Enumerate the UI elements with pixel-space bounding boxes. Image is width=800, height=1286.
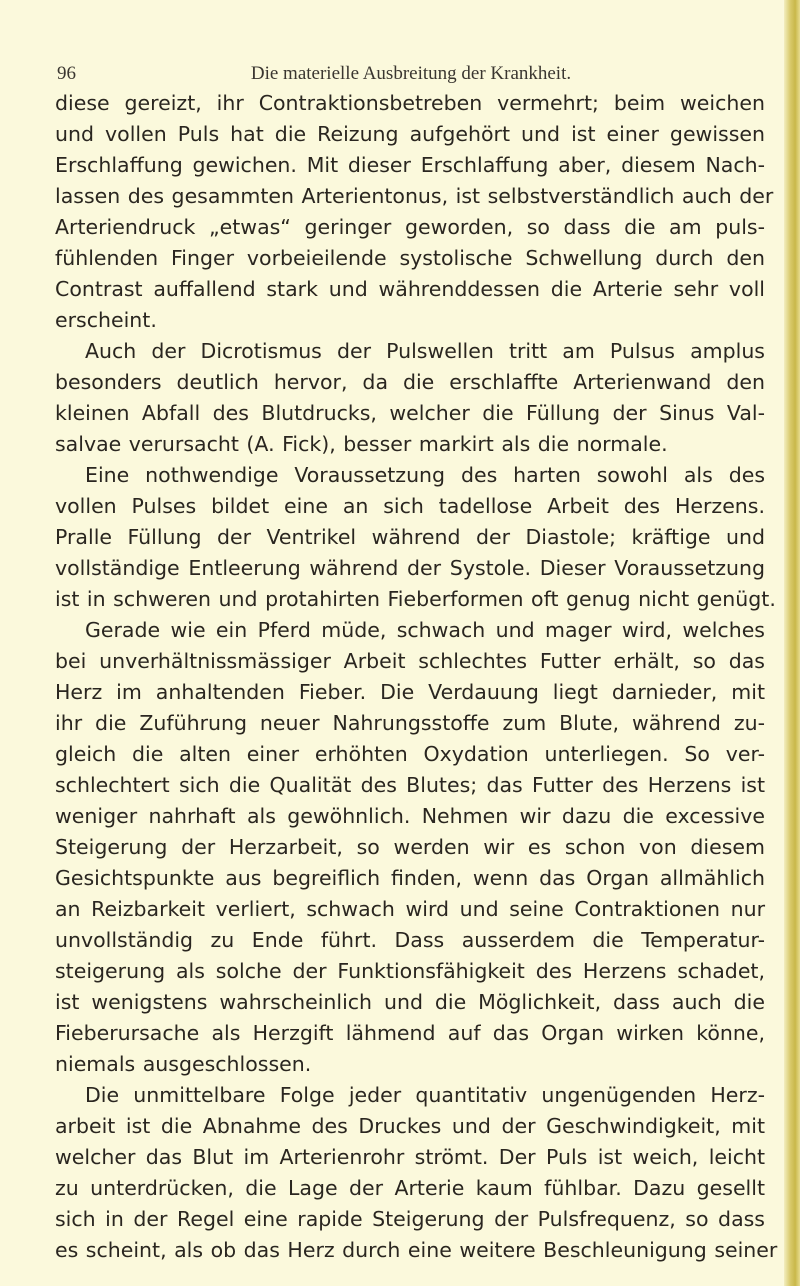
text-line: Contrast auffallend stark und währenddessen die Arterie sehr voll (55, 277, 765, 301)
text-line: ist wenigstens wahrscheinlich und die Möglichkeit, dass auch die (55, 990, 765, 1014)
text-line: niemals ausgeschlossen. (55, 1052, 312, 1076)
text-line: diese gereizt, ihr Contraktionsbetreben vermehrt; beim weichen (55, 91, 765, 115)
text-line: Erschlaffung gewichen. Mit dieser Erschlaffung aber, diesem Nach- (55, 153, 765, 177)
text-line: Steigerung der Herzarbeit, so werden wir es schon von diesem (55, 835, 765, 859)
text-line: kleinen Abfall des Blutdrucks, welcher die Füllung der Sinus Val- (55, 401, 765, 425)
text-line: unvollständig zu Ende führt. Dass ausserdem die Temperatur- (55, 928, 765, 952)
text-line: Herz im anhaltenden Fieber. Die Verdauung liegt darnieder, mit (55, 680, 765, 704)
text-line: an Reizbarkeit verliert, schwach wird und seine Contraktionen nur (55, 897, 765, 921)
text-line: schlechtert sich die Qualität des Blutes; das Futter des Herzens ist (55, 773, 765, 797)
text-line: arbeit ist die Abnahme des Druckes und der Geschwindigkeit, mit (55, 1114, 765, 1138)
text-line: ihr die Zuführung neuer Nahrungsstoffe zum Blute, während zu- (55, 711, 765, 735)
text-line: Gesichtspunkte aus begreiflich finden, wenn das Organ allmählich (55, 866, 765, 890)
text-line: besonders deutlich hervor, da die erschlaffte Arterienwand den (55, 370, 765, 394)
text-line: Auch der Dicrotismus der Pulswellen tritt am Pulsus amplus (85, 339, 765, 363)
text-line: es scheint, als ob das Herz durch eine weitere Beschleunigung seiner (55, 1238, 778, 1262)
text-line: salvae verursacht (A. Fick), besser markirt als die normale. (55, 432, 668, 456)
text-line: zu unterdrücken, die Lage der Arterie kaum fühlbar. Dazu gesellt (55, 1176, 765, 1200)
text-line: Pralle Füllung der Ventrikel während der Diastole; kräftige und (55, 525, 765, 549)
text-line: und vollen Puls hat die Reizung aufgehört und ist einer gewissen (55, 122, 765, 146)
text-line: Eine nothwendige Voraussetzung des harten sowohl als des (85, 463, 765, 487)
text-line: Die unmittelbare Folge jeder quantitativ ungenügenden Herz- (85, 1083, 765, 1107)
text-line: bei unverhältnissmässiger Arbeit schlechtes Futter erhält, so das (55, 649, 765, 673)
text-line: gleich die alten einer erhöhten Oxydation unterliegen. So ver- (55, 742, 765, 766)
text-line: weniger nahrhaft als gewöhnlich. Nehmen wir dazu die excessive (55, 804, 765, 828)
text-line: welcher das Blut im Arterienrohr strömt. Der Puls ist weich, leicht (55, 1145, 765, 1169)
text-line: steigerung als solche der Funktionsfähigkeit des Herzens schadet, (55, 959, 765, 983)
text-line: Gerade wie ein Pferd müde, schwach und mager wird, welches (85, 618, 765, 642)
running-title: Die materielle Ausbreitung der Krankheit. (250, 63, 572, 84)
text-line: sich in der Regel eine rapide Steigerung der Pulsfrequenz, so dass (55, 1207, 765, 1231)
text-line: ist in schweren und protahirten Fieberformen oft genug nicht genügt. (55, 587, 776, 611)
body-text (55, 88, 778, 1266)
text-line: Fieberursache als Herzgift lähmend auf das Organ wirken könne, (55, 1021, 765, 1045)
text-line: fühlenden Finger vorbeieilende systolische Schwellung durch den (55, 246, 765, 270)
text-line: vollständige Entleerung während der Systole. Dieser Voraussetzung (55, 556, 765, 580)
text-line: Arteriendruck „etwas“ geringer geworden, so dass die am puls- (55, 215, 765, 239)
text-line: erscheint. (55, 308, 157, 332)
text-line: vollen Pulses bildet eine an sich tadellose Arbeit des Herzens. (55, 494, 765, 518)
text-line: lassen des gesammten Arterientonus, ist selbstverständlich auch der (55, 184, 774, 208)
page-number: 96 (57, 63, 76, 84)
page-header (57, 63, 765, 87)
page-edge (784, 0, 800, 1286)
